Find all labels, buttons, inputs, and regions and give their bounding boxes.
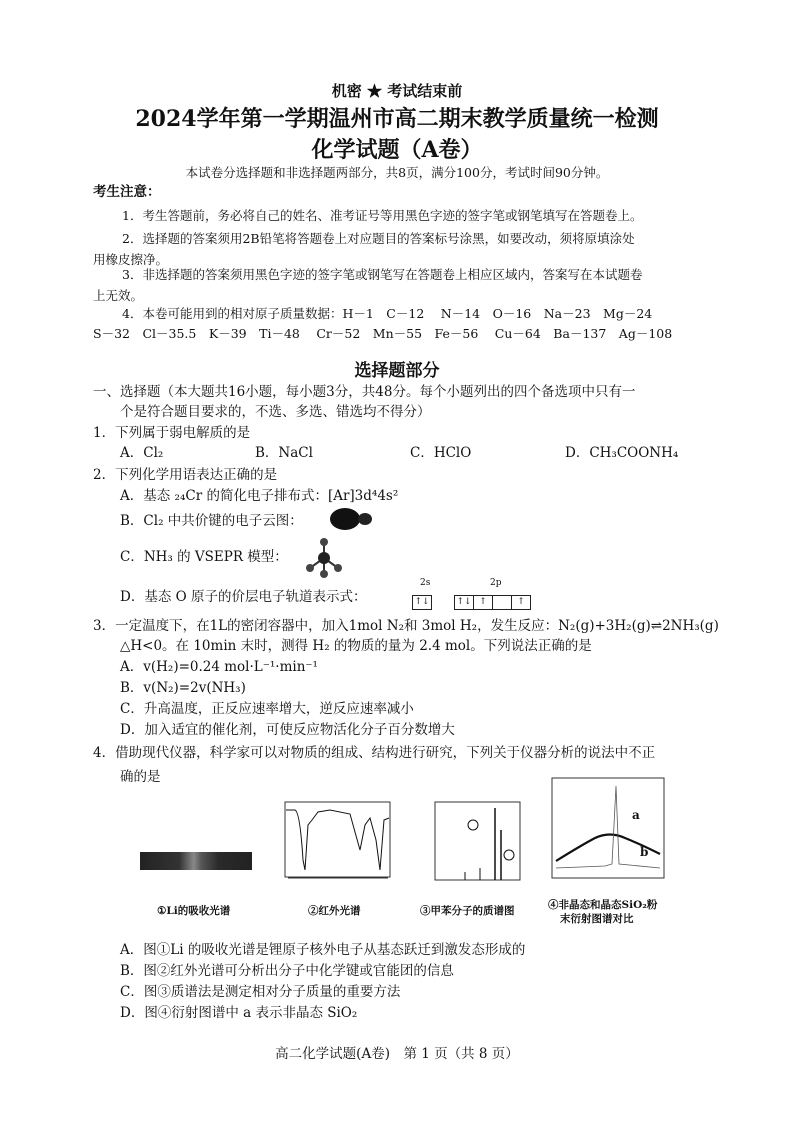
li-absorption-spectrum-image [140, 852, 252, 870]
q3-line1: 3．一定温度下，在1L的密闭容器中，加入1mol N₂和 3mol H₂，发生反应：N₂(g)+3H₂(g)⇌2NH₃(g) [93, 618, 719, 634]
page-footer: 高二化学试题(A卷) 第 1 页（共 8 页） [275, 1046, 519, 1062]
q4-line2: 确的是 [120, 769, 161, 785]
xrd-comparison-image [550, 776, 668, 888]
q1-option-d: D．CH₃COONH₄ [565, 445, 679, 461]
q3-option-a: A．v(H₂)=0.24 mol·L⁻¹·min⁻¹ [120, 659, 318, 675]
notice-2a: 2．选择题的答案须用2B铅笔将答题卷上对应题目的答案标号涂黑，如要改动，须将原填涂处 [122, 231, 635, 246]
q3-option-b: B．v(N₂)=2v(NH₃) [120, 680, 246, 696]
q3-option-d: D．加入适宜的催化剂，可使反应物活化分子百分数增大 [120, 722, 455, 738]
ir-spectrum-image [270, 800, 395, 890]
q3-option-c: C．升高温度，正反应速率增大，逆反应速率减小 [120, 701, 414, 717]
notice-3a: 3．非选择题的答案须用黑色字迹的签字笔或钢笔写在答题卷上相应区域内，答案写在本试题卷 [122, 267, 643, 282]
q2-option-d: D．基态 O 原子的价层电子轨道表示式： [120, 589, 367, 605]
notice-4b: S－32 Cl－35.5 K－39 Ti－48 Cr－52 Mn－55 Fe－56 Cu－64 Ba－137 Ag－108 [93, 326, 673, 341]
notice-heading: 考生注意： [93, 184, 161, 200]
q3-line2: △H<0。在 10min 末时，测得 H₂ 的物质的量为 2.4 mol。下列说法正确的是 [120, 638, 592, 654]
mass-spectrum-image [425, 800, 523, 890]
electron-cloud-image [325, 505, 380, 533]
q1-option-a: A．Cl₂ [120, 445, 164, 461]
notice-1: 1．考生答题前，务必将自己的姓名、准考证号等用黑色字迹的签字笔或钢笔填写在答题卷上。 [122, 208, 643, 223]
confidential-mark: 机密 ★ 考试结束前 [331, 82, 463, 100]
figure3-caption: ③甲苯分子的质谱图 [420, 905, 515, 917]
orbital-2p-boxes: ↑↓ ↑ ↑ [455, 592, 531, 611]
notice-3b: 上无效。 [93, 288, 144, 303]
fig4-label-a: a [632, 808, 640, 822]
notice-4a: 4．本卷可能用到的相对原子质量数据：H－1 C－12 N－14 O－16 Na－23 Mg－24 [122, 306, 653, 321]
orbital-2p-label: 2p [490, 578, 502, 588]
exam-intro: 本试卷分选择题和非选择题两部分，共8页，满分100分，考试时间90分钟。 [185, 165, 609, 180]
q4-option-b: B．图②红外光谱可分析出分子中化学键或官能团的信息 [120, 963, 454, 979]
figure4-caption-line2: 末衍射图谱对比 [560, 913, 634, 925]
exam-subtitle: 化学试题（A卷） [311, 137, 483, 163]
notice-2b: 用橡皮擦净。 [93, 252, 169, 267]
vsepr-model-image [300, 538, 350, 578]
q4-line1: 4．借助现代仪器，科学家可以对物质的组成、结构进行研究，下列关于仪器分析的说法中不正 [93, 745, 656, 761]
figure4-caption-line1: ④非晶态和晶态SiO₂粉 [548, 899, 658, 911]
q2-option-b: B．Cl₂ 中共价键的电子云图： [120, 513, 303, 529]
section-line2: 个是符合题目要求的，不选、多选、错选均不得分） [120, 404, 431, 420]
q2-option-c: C．NH₃ 的 VSEPR 模型： [120, 549, 288, 565]
orbital-2s-label: 2s [420, 578, 431, 588]
fig4-label-b: b [640, 845, 649, 859]
q2-option-a: A．基态 ₂₄Cr 的简化电子排布式：[Ar]3d⁴4s² [120, 488, 399, 504]
q4-option-a: A．图①Li 的吸收光谱是锂原子核外电子从基态跃迁到激发态形成的 [120, 942, 526, 958]
q1-stem: 1．下列属于弱电解质的是 [93, 425, 251, 441]
orbital-2s-box: ↑↓ [413, 592, 432, 611]
section-title: 选择题部分 [354, 361, 440, 381]
figure2-caption: ②红外光谱 [308, 905, 361, 917]
q1-option-b: B．NaCl [255, 445, 313, 461]
q1-option-c: C．HClO [410, 445, 472, 461]
exam-title: 2024学年第一学期温州市高二期末教学质量统一检测 [135, 106, 659, 132]
q4-option-d: D．图④衍射图谱中 a 表示非晶态 SiO₂ [120, 1005, 358, 1021]
q4-option-c: C．图③质谱法是测定相对分子质量的重要方法 [120, 984, 401, 1000]
figure1-caption: ①Li的吸收光谱 [157, 905, 231, 917]
section-line1: 一、选择题（本大题共16小题，每小题3分，共48分。每个小题列出的四个备选项中只有一 [93, 384, 636, 400]
q2-stem: 2．下列化学用语表达正确的是 [93, 467, 278, 483]
